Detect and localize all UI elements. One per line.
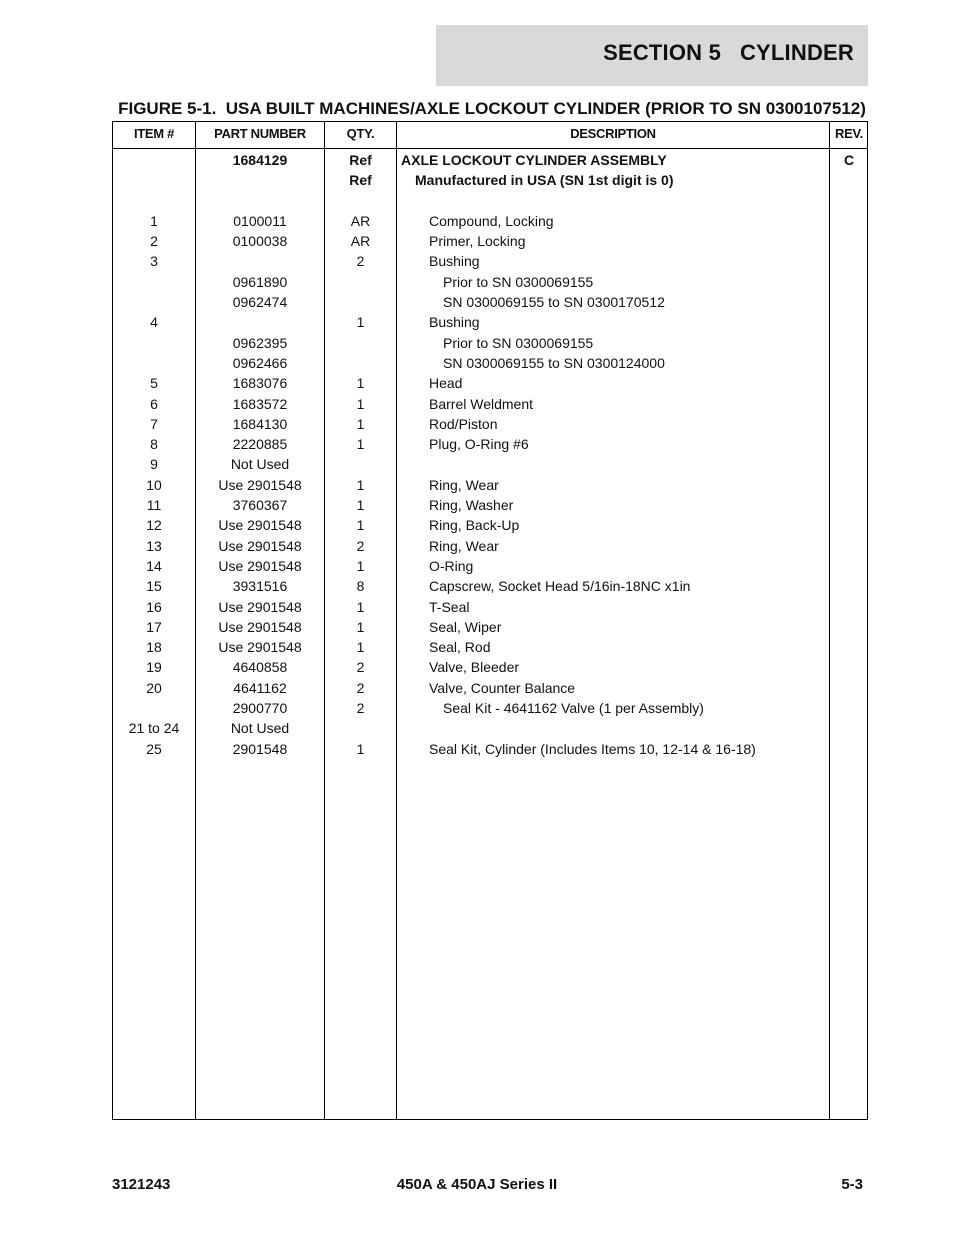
parts-table [112, 121, 868, 1120]
table-row [113, 718, 867, 738]
cell-description: Primer, Locking [429, 233, 526, 250]
cell-description: Rod/Piston [429, 415, 498, 432]
cell-description: Ring, Back-Up [429, 517, 520, 534]
cell-quantity: AR [350, 233, 371, 250]
cell-part-number: 0961890 [232, 273, 288, 290]
cell-part-number: 2900770 [232, 700, 288, 717]
table-row [113, 576, 867, 596]
table-body [113, 150, 867, 759]
cell-description: Valve, Bleeder [429, 659, 520, 676]
cell-description: Plug, O-Ring #6 [429, 436, 529, 453]
table-row [113, 739, 867, 759]
cell-item-number: 19 [146, 659, 162, 676]
cell-part-number: Use 2901548 [218, 517, 302, 534]
cell-quantity: Ref [349, 172, 372, 189]
cell-item-number: 12 [146, 517, 162, 534]
table-row [113, 515, 867, 535]
cell-part-number: 1684129 [232, 152, 288, 168]
cell-description: Ring, Wear [429, 476, 499, 493]
figure-title: FIGURE 5-1. USA BUILT MACHINES/AXLE LOCKOUT CYLINDER (PRIOR TO SN 0300107512) [118, 99, 866, 118]
table-row [113, 414, 867, 434]
cell-item-number: 5 [150, 375, 158, 392]
footer-page-number: 5-3 [841, 1176, 863, 1193]
cell-description: Ring, Wear [429, 537, 499, 554]
cell-part-number: 0962395 [232, 334, 288, 351]
table-row [113, 251, 867, 271]
cell-quantity: 2 [356, 253, 365, 270]
cell-quantity: 1 [356, 740, 365, 757]
cell-quantity: 1 [356, 415, 365, 432]
cell-item-number: 25 [146, 740, 162, 757]
cell-item-number: 10 [146, 476, 162, 493]
cell-description: T-Seal [429, 598, 470, 615]
cell-quantity: 8 [356, 578, 365, 595]
cell-quantity: 2 [356, 659, 365, 676]
cell-part-number: 0962466 [232, 354, 288, 371]
cell-item-number: 20 [146, 679, 162, 696]
table-row [113, 434, 867, 454]
cell-quantity: AR [350, 212, 371, 229]
cell-item-number: 13 [146, 537, 162, 554]
cell-quantity: 1 [356, 375, 365, 392]
cell-part-number: 2220885 [232, 436, 288, 453]
cell-part-number: Use 2901548 [218, 639, 302, 656]
cell-part-number: 1683572 [232, 395, 288, 412]
table-row [113, 454, 867, 474]
table-row [113, 556, 867, 576]
table-row [113, 698, 867, 718]
footer-doc-number: 3121243 [112, 1176, 171, 1193]
cell-quantity: 1 [356, 557, 365, 574]
footer-model: 450A & 450AJ Series II [396, 1176, 558, 1193]
cell-description: Ring, Washer [429, 497, 514, 514]
table-row [113, 495, 867, 515]
cell-description: Seal Kit - 4641162 Valve (1 per Assembly) [443, 700, 704, 717]
cell-quantity: 1 [356, 436, 365, 453]
cell-quantity: 1 [356, 517, 365, 534]
column-header-qty: QTY. [346, 126, 375, 141]
cell-item-number: 8 [150, 436, 158, 453]
section-title: SECTION 5 CYLINDER [603, 40, 854, 65]
cell-quantity: Ref [349, 152, 372, 168]
cell-part-number: Use 2901548 [218, 598, 302, 615]
cell-description: Manufactured in USA (SN 1st digit is 0) [415, 172, 674, 189]
table-row [113, 333, 867, 353]
cell-description: Seal, Wiper [429, 618, 502, 635]
cell-item-number: 6 [150, 395, 158, 412]
cell-description: Barrel Weldment [429, 395, 534, 412]
table-row [113, 272, 867, 292]
cell-quantity: 1 [356, 395, 365, 412]
cell-item-number: 14 [146, 557, 162, 574]
table-row [113, 191, 867, 211]
table-row [113, 637, 867, 657]
table-row [113, 150, 867, 170]
cell-quantity: 1 [356, 598, 365, 615]
table-row [113, 678, 867, 698]
cell-part-number: Use 2901548 [218, 476, 302, 493]
column-header-item: ITEM # [133, 126, 175, 141]
cell-quantity: 1 [356, 476, 365, 493]
cell-item-number: 15 [146, 578, 162, 595]
cell-part-number: 4640858 [232, 659, 288, 676]
column-header-description: DESCRIPTION [570, 126, 656, 141]
cell-item-number: 18 [146, 639, 162, 656]
cell-part-number: Use 2901548 [218, 618, 302, 635]
cell-part-number: 3931516 [232, 578, 288, 595]
cell-part-number: 3760367 [232, 497, 288, 514]
cell-description: Capscrew, Socket Head 5/16in-18NC x1in [429, 578, 691, 595]
cell-part-number: 1684130 [232, 415, 288, 432]
cell-item-number: 1 [150, 212, 158, 229]
cell-quantity: 1 [356, 639, 365, 656]
table-row [113, 597, 867, 617]
cell-part-number: 0100038 [232, 233, 288, 250]
table-row [113, 617, 867, 637]
cell-description: Valve, Counter Balance [429, 679, 576, 696]
table-row [113, 475, 867, 495]
cell-part-number: 0962474 [232, 294, 288, 311]
table-row [113, 536, 867, 556]
table-row [113, 353, 867, 373]
cell-quantity: 1 [356, 618, 365, 635]
cell-description: Head [429, 375, 463, 392]
cell-description: Compound, Locking [429, 212, 554, 229]
cell-item-number: 3 [150, 253, 158, 270]
header-divider [113, 148, 867, 149]
cell-description: AXLE LOCKOUT CYLINDER ASSEMBLY [401, 152, 667, 168]
cell-part-number: 1683076 [232, 375, 288, 392]
table-row [113, 312, 867, 332]
cell-description: Bushing [429, 314, 480, 331]
cell-part-number: 2901548 [232, 740, 288, 757]
cell-description: O-Ring [429, 557, 474, 574]
cell-quantity: 2 [356, 679, 365, 696]
cell-revision: C [843, 152, 855, 168]
section-header [436, 25, 868, 86]
cell-item-number: 11 [146, 497, 162, 514]
cell-description: Bushing [429, 253, 480, 270]
cell-part-number: Use 2901548 [218, 557, 302, 574]
column-header-part-number: PART NUMBER [214, 126, 306, 141]
cell-item-number: 17 [146, 618, 162, 635]
cell-description: Seal, Rod [429, 639, 491, 656]
table-row [113, 211, 867, 231]
cell-quantity: 2 [356, 700, 365, 717]
table-row [113, 292, 867, 312]
cell-part-number: 4641162 [233, 679, 287, 696]
table-row [113, 373, 867, 393]
cell-description: SN 0300069155 to SN 0300124000 [443, 354, 665, 371]
cell-part-number: Use 2901548 [218, 537, 302, 554]
column-header-rev: REV. [835, 126, 863, 141]
cell-part-number: Not Used [230, 456, 290, 473]
cell-description: SN 0300069155 to SN 0300170512 [443, 294, 665, 311]
cell-part-number: 0100011 [233, 212, 287, 229]
cell-item-number: 4 [150, 314, 158, 331]
cell-quantity: 1 [356, 314, 365, 331]
cell-quantity: 2 [356, 537, 365, 554]
table-row [113, 657, 867, 677]
cell-quantity: 1 [356, 497, 365, 514]
cell-item-number: 9 [150, 456, 158, 473]
table-row [113, 394, 867, 414]
cell-description: Prior to SN 0300069155 [443, 334, 594, 351]
cell-item-number: 2 [150, 233, 158, 250]
table-row [113, 170, 867, 190]
cell-item-number: 7 [150, 415, 158, 432]
cell-item-number: 21 to 24 [128, 720, 180, 737]
cell-part-number: Not Used [230, 720, 290, 737]
cell-description: Prior to SN 0300069155 [443, 273, 594, 290]
table-row [113, 231, 867, 251]
cell-item-number: 16 [146, 598, 162, 615]
cell-description: Seal Kit, Cylinder (Includes Items 10, 12-14 & 16-18) [429, 740, 756, 757]
